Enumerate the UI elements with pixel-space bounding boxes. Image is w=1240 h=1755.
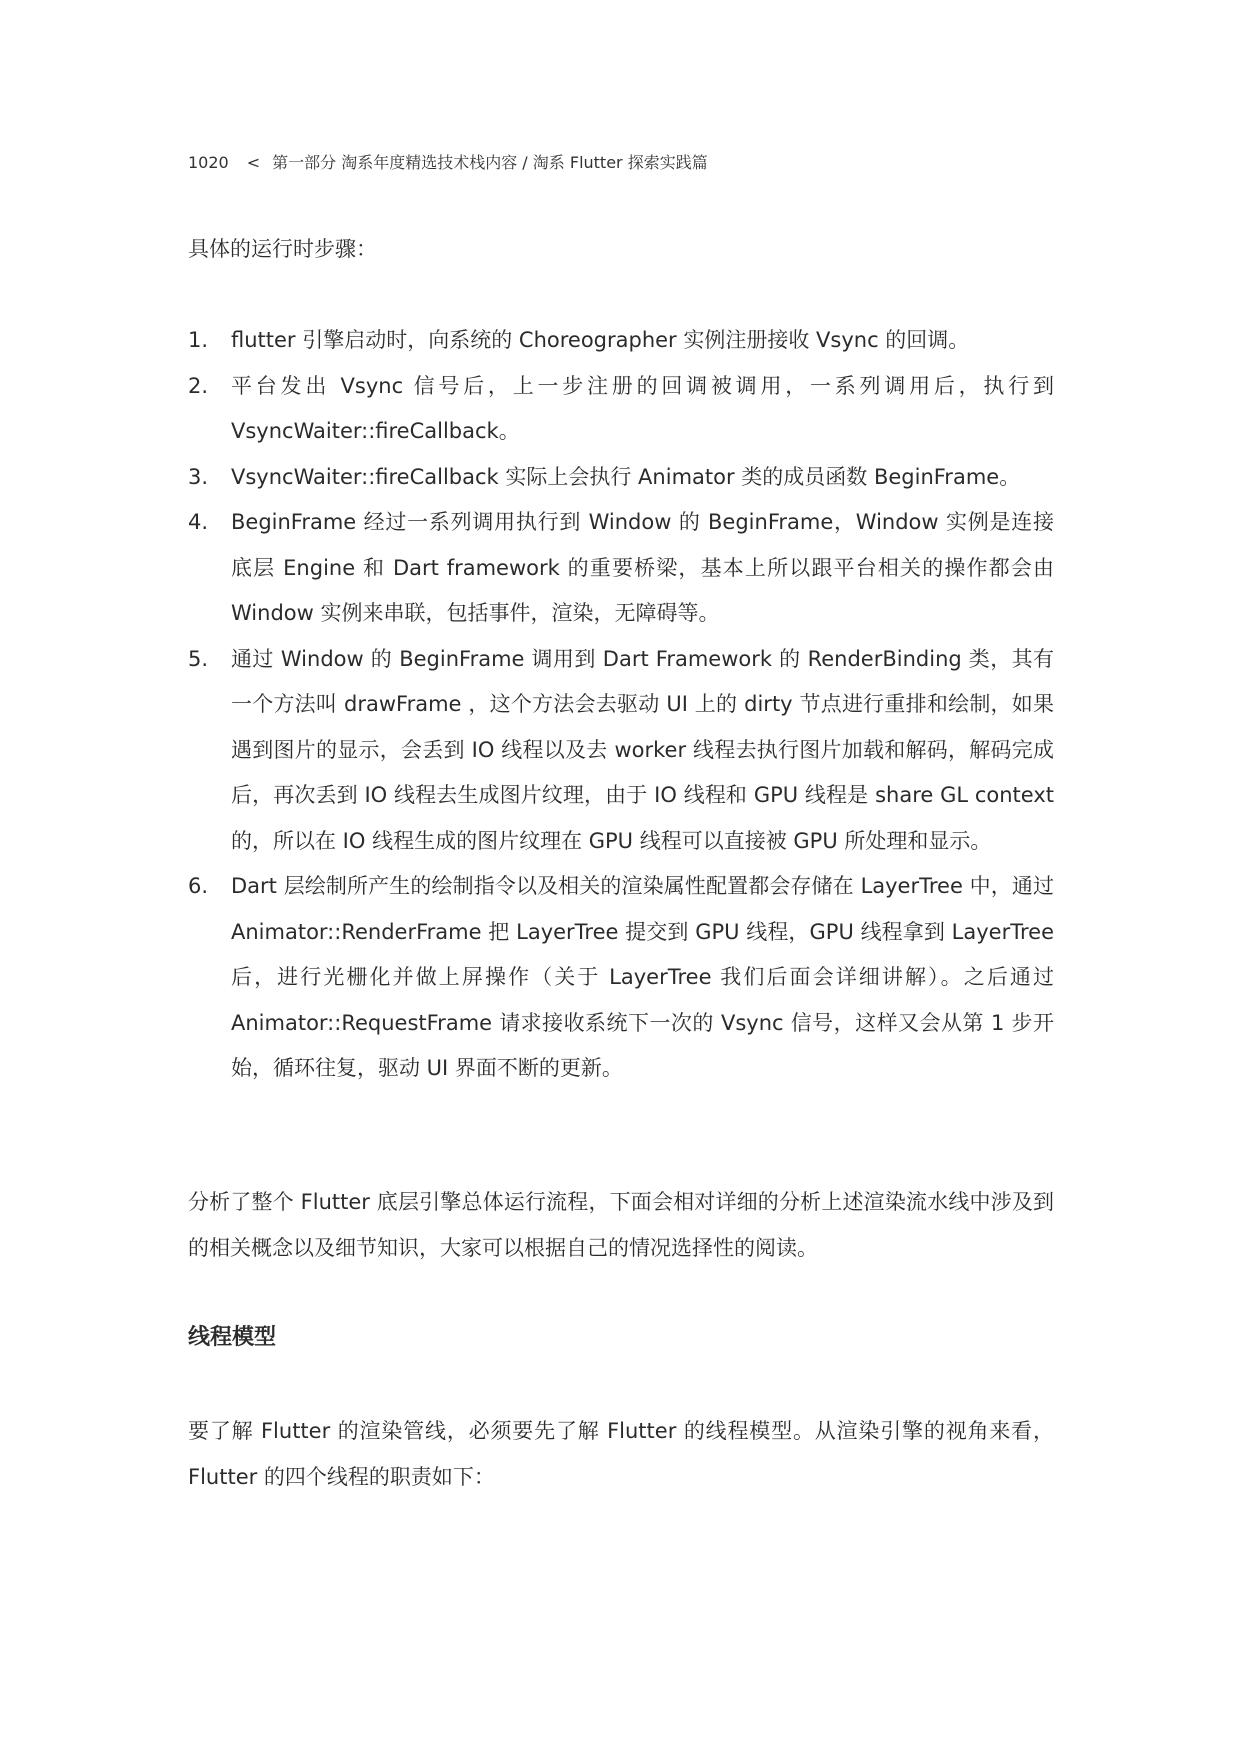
step-text: 平台发出 Vsync 信号后，上一步注册的回调被调用，一系列调用后，执行到 VsyncWaiter::fireCallback。 <box>231 373 1054 443</box>
step-text: flutter 引擎启动时，向系统的 Choreographer 实例注册接收 Vsync 的回调。 <box>231 328 970 352</box>
step-list <box>188 318 1054 1092</box>
header-separator: < <box>246 153 261 172</box>
list-item <box>188 637 1054 865</box>
step-number: 5. <box>188 646 209 671</box>
step-text: Dart 层绘制所产生的绘制指令以及相关的渲染属性配置都会存储在 LayerTree 中，通过 Animator::RenderFrame 把 LayerTree 提交到 GPU 线程，GPU 线程拿到 LayerTree 后，进行光栅化并做上屏操作（关于 LayerTree 我们后面会详细讲解）。之后通过 Animator::RequestFrame 请求接收系统下一次的 Vsync 信号，这样又会从第 1 步开始，循环往复，驱动 UI 界面不断的更新。 <box>231 874 1054 1080</box>
intro-text: 具体的运行时步骤： <box>188 237 377 261</box>
list-item <box>188 864 1054 1092</box>
list-item <box>188 500 1054 637</box>
step-number: 6. <box>188 874 209 898</box>
step-number: 3. <box>188 464 209 489</box>
list-item <box>188 364 1054 455</box>
summary-paragraph: 分析了整个 Flutter 底层引擎总体运行流程，下面会相对详细的分析上述渲染流水线中涉及到的相关概念以及细节知识，大家可以根据自己的情况选择性的阅读。 <box>188 1190 1054 1260</box>
step-number: 1. <box>188 328 209 352</box>
step-text: BeginFrame 经过一系列调用执行到 Window 的 BeginFrame，Window 实例是连接底层 Engine 和 Dart framework 的重要桥梁，基本上所以跟平台相关的操作都会由 Window 实例来串联，包括事件，渲染，无障碍等。 <box>231 510 1054 625</box>
step-number: 2. <box>188 373 209 398</box>
step-number: 4. <box>188 510 209 534</box>
step-text: VsyncWaiter::fireCallback 实际上会执行 Animator 类的成员函数 BeginFrame。 <box>231 464 1021 489</box>
step-text: 通过 Window 的 BeginFrame 调用到 Dart Framework 的 RenderBinding 类，其有一个方法叫 drawFrame ，这个方法会去驱动 UI 上的 dirty 节点进行重排和绘制，如果遇到图片的显示，会丢到 IO 线程以及去 worker 线程去执行图片加载和解码，解码完成后，再次丢到 IO 线程去生成图片纹理，由于 IO 线程和 GPU 线程是 share GL context 的，所以在 IO 线程生成的图片纹理在 GPU 线程可以直接被 GPU 所处理和显示。 <box>231 646 1054 853</box>
section-heading: 线程模型 <box>188 1325 277 1350</box>
running-header <box>188 150 708 173</box>
thread-model-paragraph: 要了解 Flutter 的渲染管线，必须要先了解 Flutter 的线程模型。从渲染引擎的视角来看，Flutter 的四个线程的职责如下： <box>188 1419 1054 1489</box>
page-number: 1020 <box>188 153 229 172</box>
list-item <box>188 318 1054 364</box>
breadcrumb: 第一部分 淘系年度精选技术栈内容 / 淘系 Flutter 探索实践篇 <box>272 153 708 172</box>
list-item <box>188 455 1054 501</box>
